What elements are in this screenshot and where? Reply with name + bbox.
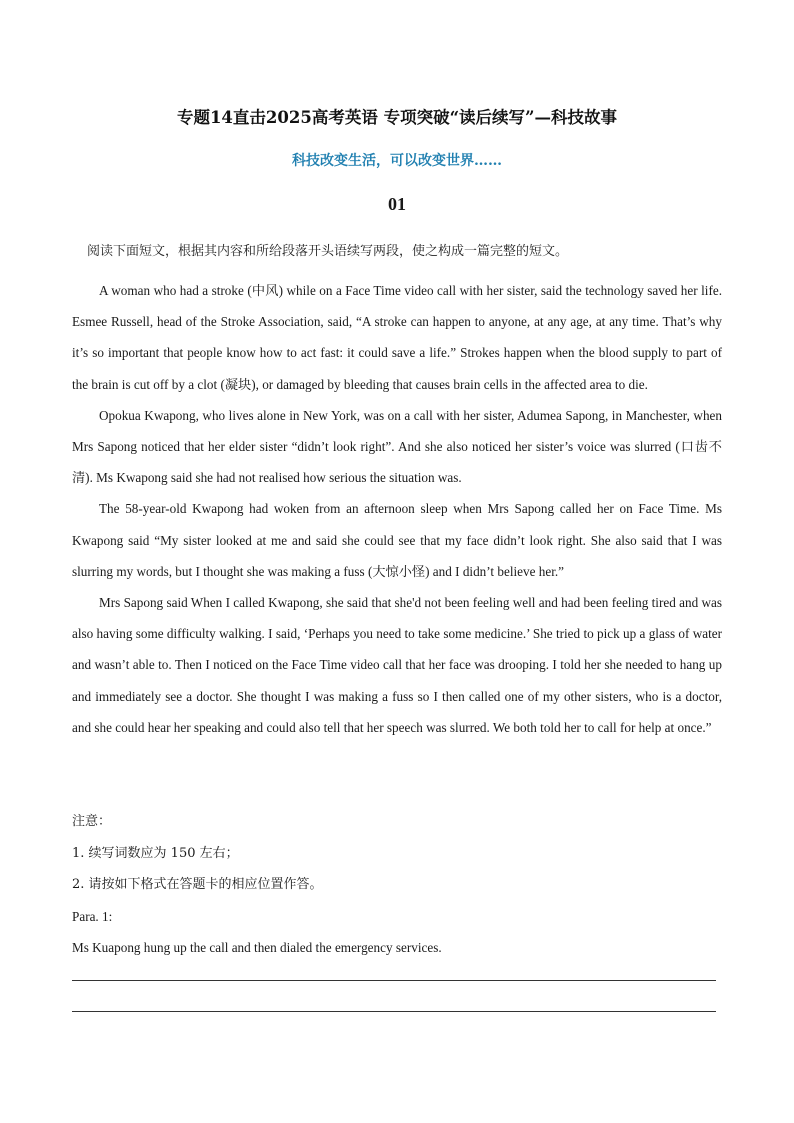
para-label: Para. 1: [72,908,113,924]
answer-line-1 [72,980,716,981]
para-opening-sentence: Ms Kuapong hung up the call and then dialed the emergency services. [72,940,442,955]
passage-paragraph-3: The 58-year-old Kwapong had woken from an afternoon sleep when Mrs Sapong called her on Face Time. Ms Kwapong said “My sister looked at me and said she could see that my face didn’t look right. She also said that I was slurring my words, but I thought she was making a fuss (大惊小怪) and I didn’t believe her.” [72,501,722,579]
document-subtitle: 科技改变生活，可以改变世界…… [292,153,502,169]
notes-item-1: 1. 续写词数应为 150 左右； [72,845,239,861]
section-number: 01 [388,194,406,214]
document-title: 专题14直击2025高考英语 专项突破“读后续写”—科技故事 [176,108,618,127]
passage-paragraph-4: Mrs Sapong said When I called Kwapong, she said that she'd not been feeling well and had been feeling tired and was also having some difficulty walking. I said, ‘Perhaps you need to take some medicine.’ She tried to pick up a glass of water and wasn’t able to. Then I noticed on the Face Time video call that her face was drooping. I told her she needed to hang up and immediately see a doctor. She thought I was making a fuss so I then called one of my other sisters, who is a doctor, and she could hear her speaking and could also tell that her speech was slurred. We both told her to call for help at once.” [72,595,722,735]
passage [72,275,722,743]
passage-paragraph-2: Opokua Kwapong, who lives alone in New York, was on a call with her sister, Adumea Sapong, in Manchester, when Mrs Sapong noticed that her elder sister “didn’t look right”. And she also noticed her sister’s voice was slurred (口齿不清). Ms Kwapong said she had not realised how serious the situation was. [72,407,722,486]
notes-section [72,806,722,964]
notes-item-2: 2. 请按如下格式在答题卡的相应位置作答。 [72,877,323,892]
notes-heading: 注意： [72,814,112,829]
task-instruction: 阅读下面短文，根据其内容和所给段落开头语续写两段，使之构成一篇完整的短文。 [87,244,569,259]
answer-line-2 [72,1011,716,1012]
passage-paragraph-1: A woman who had a stroke (中风) while on a Face Time video call with her sister, said the technology saved her life. Esmee Russell, head of the Stroke Association, said, “A stroke can happen to anyone, at any age, at any time. That’s why it’s so important that people know how to act fast: it could save a life.” Strokes happen when the blood supply to part of the brain is cut off by a clot (凝块), or damaged by bleeding that causes brain cells in the affected area to die. [72,283,722,392]
